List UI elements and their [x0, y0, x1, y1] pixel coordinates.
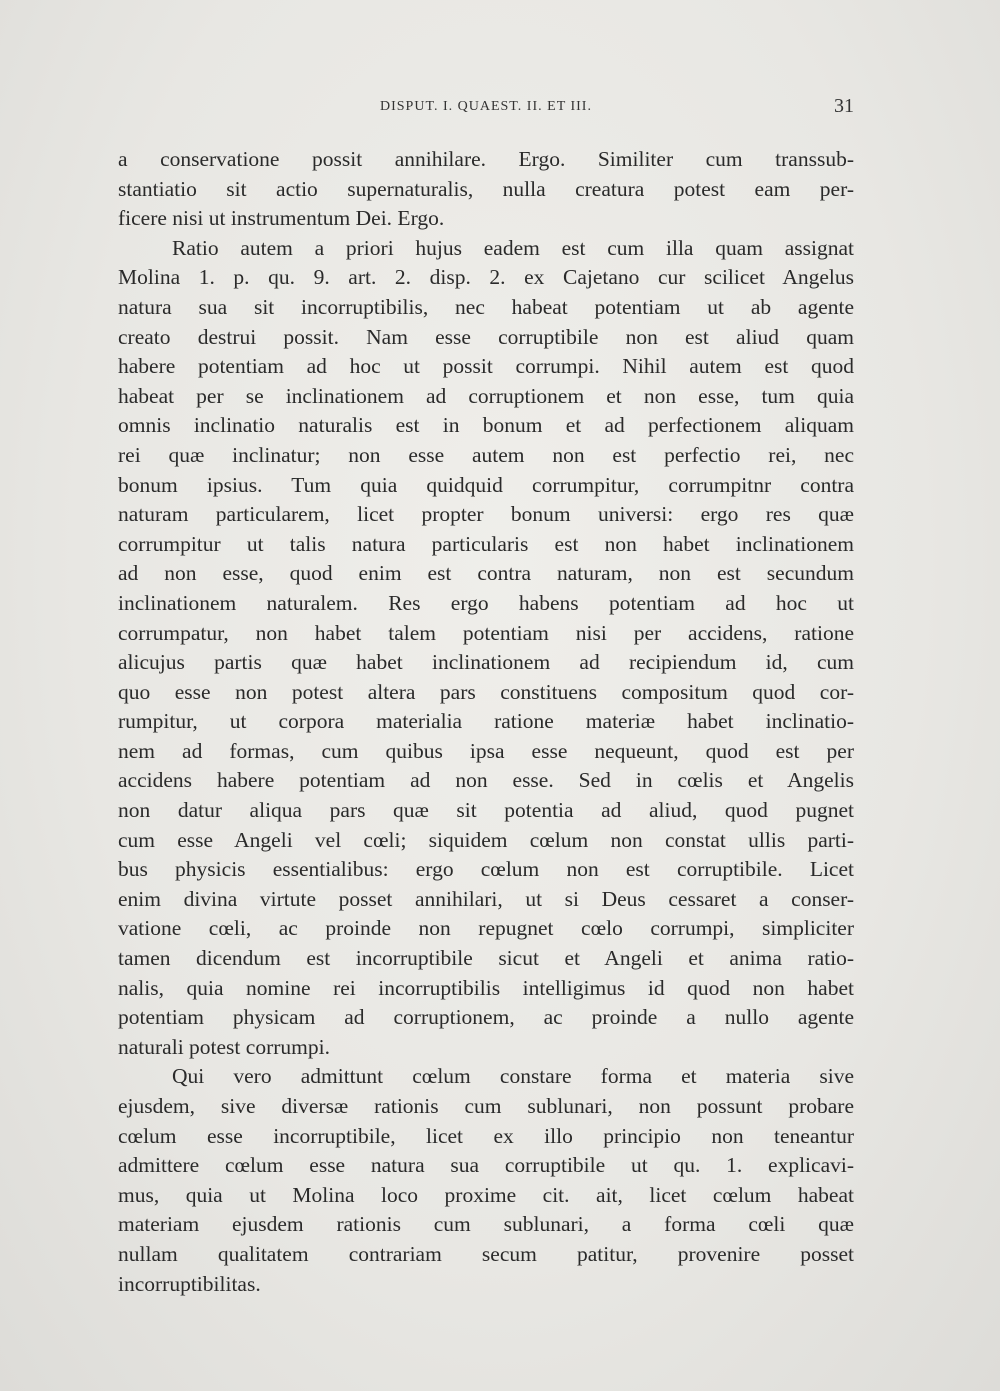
text-line: corrumpitur ut talis natura particularis est non habet inclinationem — [118, 531, 854, 556]
paragraph — [118, 145, 854, 234]
text-line: omnis inclinatio naturalis est in bonum et ad perfectionem aliquam — [118, 413, 854, 438]
text-line: stantiatio sit actio supernaturalis, nulla creatura potest eam per- — [118, 176, 854, 201]
text-line: Molina 1. p. qu. 9. art. 2. disp. 2. ex Cajetano cur scilicet Angelus — [118, 265, 854, 290]
text-line: a conservatione possit annihilare. Ergo. Similiter cum transsub- — [118, 147, 854, 171]
paragraph — [118, 1062, 854, 1299]
running-head — [118, 95, 854, 121]
text-line: non datur aliqua pars quæ sit potentia ad aliud, quod pugnet — [118, 798, 854, 823]
text-line: creato destrui possit. Nam esse corruptibile non est aliud quam — [118, 324, 854, 349]
text-line: quo esse non potest altera pars constituens compositum quod cor- — [118, 679, 854, 704]
text-line: cœlum esse incorruptibile, licet ex illo principio non teneantur — [118, 1123, 854, 1148]
text-line: mus, quia ut Molina loco proxime cit. ait, licet cœlum habeat — [118, 1182, 854, 1207]
text-line: incorruptibilitas. — [118, 1271, 261, 1296]
text-line: admittere cœlum esse natura sua corruptibile ut qu. 1. explicavi- — [118, 1153, 854, 1178]
text-line: bus physicis essentialibus: ergo cœlum non est corruptibile. Licet — [118, 857, 854, 882]
text-line: Qui vero admittunt cœlum constare forma et materia sive — [172, 1064, 854, 1089]
text-line: inclinationem naturalem. Res ergo habens potentiam ad hoc ut — [118, 590, 854, 615]
text-line: bonum ipsius. Tum quia quidquid corrumpitur, corrumpitnr contra — [118, 472, 854, 497]
text-line: corrumpatur, non habet talem potentiam nisi per accidens, ratione — [118, 620, 854, 645]
text-line: nullam qualitatem contrariam secum patitur, provenire posset — [118, 1241, 854, 1266]
text-line: materiam ejusdem rationis cum sublunari, a forma cœli quæ — [118, 1212, 854, 1237]
paragraph — [118, 234, 854, 1063]
text-line: potentiam physicam ad corruptionem, ac proinde a nullo agente — [118, 1005, 854, 1030]
text-line: naturam particularem, licet propter bonum universi: ergo res quæ — [118, 502, 854, 527]
text-line: rei quæ inclinatur; non esse autem non est perfectio rei, nec — [118, 442, 854, 467]
text-line: habere potentiam ad hoc ut possit corrumpi. Nihil autem est quod — [118, 354, 854, 379]
text-line: natura sua sit incorruptibilis, nec habeat potentiam ut ab agente — [118, 294, 854, 319]
text-line: naturali potest corrumpi. — [118, 1034, 330, 1059]
text-line: enim divina virtute posset annihilari, ut si Deus cessaret a conser- — [118, 886, 854, 911]
text-line: nalis, quia nomine rei incorruptibilis intelligimus id quod non habet — [118, 975, 854, 1000]
page-number: 31 — [834, 95, 854, 117]
text-line: habeat per se inclinationem ad corruptionem et non esse, tum quia — [118, 383, 854, 408]
text-line: accidens habere potentiam ad non esse. Sed in cœlis et Angelis — [118, 768, 854, 793]
text-line: nem ad formas, cum quibus ipsa esse nequeunt, quod est per — [118, 738, 854, 763]
body-text — [118, 145, 854, 1299]
text-line: ad non esse, quod enim est contra naturam, non est secundum — [118, 561, 854, 586]
text-line: tamen dicendum est incorruptibile sicut et Angeli et anima ratio- — [118, 946, 854, 971]
text-line: alicujus partis quæ habet inclinationem ad recipiendum id, cum — [118, 650, 854, 675]
running-title: DISPUT. I. QUAEST. II. ET III. — [380, 99, 592, 114]
text-line: ejusdem, sive diversæ rationis cum sublunari, non possunt probare — [118, 1094, 854, 1118]
text-line: rumpitur, ut corpora materialia ratione materiæ habet inclinatio- — [118, 709, 854, 734]
text-line: cum esse Angeli vel cœli; siquidem cœlum non constat ullis parti- — [118, 827, 854, 852]
text-line: Ratio autem a priori hujus eadem est cum illa quam assignat — [172, 235, 854, 260]
text-line: ficere nisi ut instrumentum Dei. Ergo. — [118, 206, 445, 231]
text-line: vatione cœli, ac proinde non repugnet cœlo corrumpi, simpliciter — [118, 916, 854, 941]
